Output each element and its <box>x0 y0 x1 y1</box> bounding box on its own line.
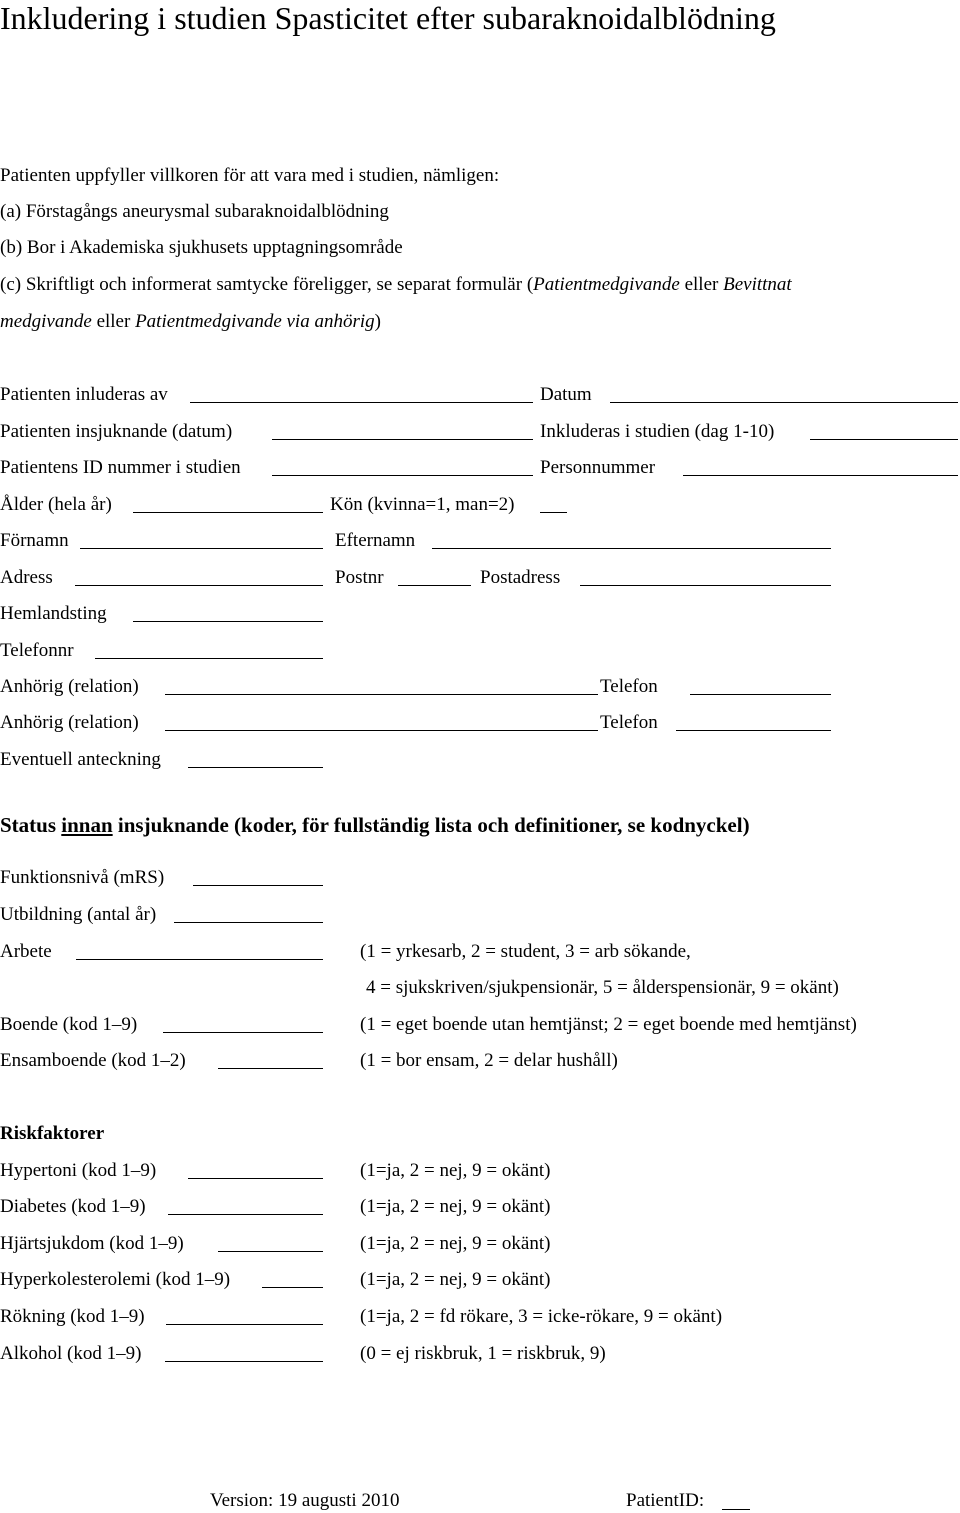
footer-version: Version: 19 augusti 2010 <box>210 1490 400 1511</box>
criterion-c-form2: Bevittnat <box>723 274 792 295</box>
smoking-codes: (1=ja, 2 = fd rökare, 3 = icke-rökare, 9 = okänt) <box>360 1306 723 1327</box>
relative2-field[interactable] <box>165 730 598 731</box>
postnr-label: Postnr <box>335 567 384 588</box>
relative1-phone-field[interactable] <box>690 694 831 695</box>
lastname-field[interactable] <box>432 548 831 549</box>
cholesterol-field[interactable] <box>262 1287 323 1288</box>
address-field[interactable] <box>75 585 323 586</box>
relative2-label: Anhörig (relation) <box>0 712 139 733</box>
education-field[interactable] <box>174 922 323 923</box>
postnr-field[interactable] <box>398 585 471 586</box>
alcohol-label: Alkohol (kod 1–9) <box>0 1343 142 1364</box>
criterion-c-or: eller <box>679 274 724 295</box>
study-id-field[interactable] <box>272 475 533 476</box>
sex-label: Kön (kvinna=1, man=2) <box>330 494 515 515</box>
date-label: Datum <box>540 384 592 405</box>
relative1-phone-label: Telefon <box>600 676 658 697</box>
address-label: Adress <box>0 567 53 588</box>
hypertension-field[interactable] <box>188 1178 323 1179</box>
criterion-c <box>0 274 792 296</box>
relative2-phone-field[interactable] <box>676 730 831 731</box>
firstname-field[interactable] <box>80 548 323 549</box>
living-alone-field[interactable] <box>218 1068 323 1069</box>
study-id-label: Patientens ID nummer i studien <box>0 457 241 478</box>
criterion-c-continued <box>0 311 381 333</box>
note-label: Eventuell anteckning <box>0 749 161 770</box>
phone-field[interactable] <box>95 658 323 659</box>
diabetes-codes: (1=ja, 2 = nej, 9 = okänt) <box>360 1196 551 1217</box>
criterion-c-form3: Patientmedgivande via anhörig <box>135 311 375 332</box>
footer-patient-id-field[interactable] <box>722 1509 750 1510</box>
smoking-label: Rökning (kod 1–9) <box>0 1306 145 1327</box>
work-label: Arbete <box>0 941 52 962</box>
relative2-phone-label: Telefon <box>600 712 658 733</box>
sex-field[interactable] <box>540 512 567 513</box>
housing-label: Boende (kod 1–9) <box>0 1014 138 1035</box>
lastname-label: Efternamn <box>335 530 416 551</box>
relative1-field[interactable] <box>165 694 598 695</box>
criterion-c-text: (c) Skriftligt och informerat samtycke föreligger, se separat formulär ( <box>0 274 534 295</box>
included-by-field[interactable] <box>190 402 533 403</box>
housing-field[interactable] <box>163 1032 323 1033</box>
diabetes-label: Diabetes (kod 1–9) <box>0 1196 146 1217</box>
date-field[interactable] <box>610 402 958 403</box>
footer-patient-id-label: PatientID: <box>626 1490 705 1511</box>
county-label: Hemlandsting <box>0 603 107 624</box>
criterion-b: (b) Bor i Akademiska sjukhusets upptagningsområde <box>0 237 403 258</box>
status-heading-emphasis: innan <box>61 813 113 837</box>
education-label: Utbildning (antal år) <box>0 904 157 925</box>
hypertension-label: Hypertoni (kod 1–9) <box>0 1160 157 1181</box>
criterion-c-or2: eller <box>91 311 136 332</box>
heart-codes: (1=ja, 2 = nej, 9 = okänt) <box>360 1233 551 1254</box>
postadress-label: Postadress <box>480 567 561 588</box>
status-heading <box>0 813 750 837</box>
onset-date-field[interactable] <box>272 439 533 440</box>
personnummer-label: Personnummer <box>540 457 656 478</box>
note-field[interactable] <box>188 767 323 768</box>
cholesterol-label: Hyperkolesterolemi (kod 1–9) <box>0 1269 231 1290</box>
work-field[interactable] <box>76 959 323 960</box>
hypertension-codes: (1=ja, 2 = nej, 9 = okänt) <box>360 1160 551 1181</box>
page-title: Inkludering i studien Spasticitet efter subaraknoidalblödning <box>0 0 776 36</box>
relative1-label: Anhörig (relation) <box>0 676 139 697</box>
criteria-intro: Patienten uppfyller villkoren för att vara med i studien, nämligen: <box>0 165 500 186</box>
age-label: Ålder (hela år) <box>0 494 112 515</box>
criterion-c-close: ) <box>374 311 381 332</box>
criterion-c-form2-cont: medgivande <box>0 311 92 332</box>
risk-heading: Riskfaktorer <box>0 1123 105 1144</box>
mrs-label: Funktionsnivå (mRS) <box>0 867 165 888</box>
onset-date-label: Patienten insjuknande (datum) <box>0 421 233 442</box>
criterion-a: (a) Förstagångs aneurysmal subaraknoidalblödning <box>0 201 389 222</box>
county-field[interactable] <box>133 621 323 622</box>
included-day-label: Inkluderas i studien (dag 1-10) <box>540 421 775 442</box>
alcohol-codes: (0 = ej riskbruk, 1 = riskbruk, 9) <box>360 1343 606 1364</box>
housing-codes: (1 = eget boende utan hemtjänst; 2 = eget boende med hemtjänst) <box>360 1014 857 1035</box>
heart-label: Hjärtsjukdom (kod 1–9) <box>0 1233 184 1254</box>
living-alone-label: Ensamboende (kod 1–2) <box>0 1050 186 1071</box>
status-heading-pre: Status <box>0 813 62 837</box>
firstname-label: Förnamn <box>0 530 69 551</box>
smoking-field[interactable] <box>166 1324 323 1325</box>
age-field[interactable] <box>133 512 323 513</box>
phone-label: Telefonnr <box>0 640 74 661</box>
heart-field[interactable] <box>218 1251 323 1252</box>
work-codes-1: (1 = yrkesarb, 2 = student, 3 = arb sökande, <box>360 941 691 962</box>
status-heading-post: insjuknande (koder, för fullständig lista och definitioner, se kodnyckel) <box>112 813 750 837</box>
work-codes-2: 4 = sjukskriven/sjukpensionär, 5 = ålderspensionär, 9 = okänt) <box>366 977 839 998</box>
postadress-field[interactable] <box>580 585 831 586</box>
personnummer-field[interactable] <box>683 475 958 476</box>
living-alone-codes: (1 = bor ensam, 2 = delar hushåll) <box>360 1050 618 1071</box>
criterion-c-form1: Patientmedgivande <box>533 274 680 295</box>
alcohol-field[interactable] <box>165 1361 323 1362</box>
mrs-field[interactable] <box>193 885 323 886</box>
included-day-field[interactable] <box>810 439 958 440</box>
cholesterol-codes: (1=ja, 2 = nej, 9 = okänt) <box>360 1269 551 1290</box>
included-by-label: Patienten inluderas av <box>0 384 168 405</box>
diabetes-field[interactable] <box>168 1214 323 1215</box>
